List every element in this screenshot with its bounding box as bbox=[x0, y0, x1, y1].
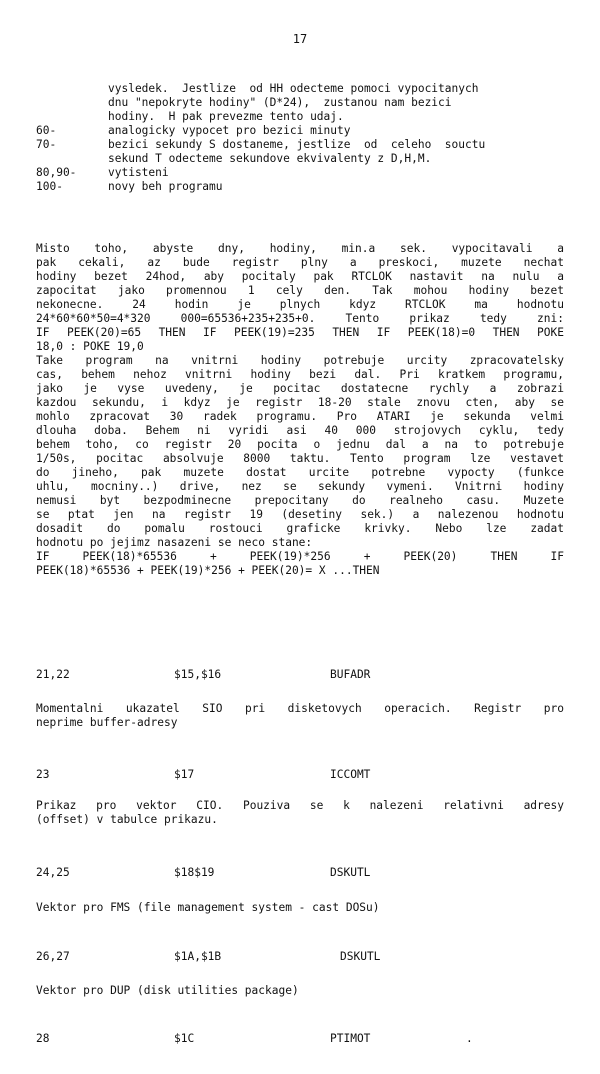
register-hex: $17 bbox=[174, 768, 195, 781]
list-item-key: 70- bbox=[36, 138, 57, 151]
register-label: DSKUTL bbox=[330, 866, 371, 879]
paragraph-line: cas, behem nehoz vnitrni hodiny bezi dal. Pri kratkem programu, bbox=[36, 368, 564, 381]
register-description bbox=[36, 702, 564, 730]
list-item-key: 60- bbox=[36, 124, 57, 137]
paragraph-line: 1/50s, pocitac absolvuje 8000 taktu. Tento program lze vestavet bbox=[36, 452, 564, 465]
paragraph-line: Take program na vnitrni hodiny potrebuje urcity zpracovatelsky bbox=[36, 354, 564, 367]
register-hex: $15,$16 bbox=[174, 668, 222, 681]
register-decimal: 28 bbox=[36, 1032, 50, 1045]
list-item-text: vysledek. Jestlize od HH odecteme pomoci vypocitanych bbox=[108, 82, 479, 95]
list-item-text: novy beh programu bbox=[108, 180, 223, 193]
register-description bbox=[36, 984, 564, 998]
paragraph-line: PEEK(18)*65536 + PEEK(19)*256 + PEEK(20)= X ...THEN bbox=[36, 564, 380, 577]
list-item-text: bezici sekundy S dostaneme, jestlize od celeho souctu bbox=[108, 138, 486, 151]
paragraph-line: do jineho, pak muzete dostat urcite potrebne vypocty (funkce bbox=[36, 466, 564, 479]
register-hex: $18$19 bbox=[174, 866, 215, 879]
register-decimal: 24,25 bbox=[36, 866, 70, 879]
paragraph-line: hodiny bezet 24hod, aby pocitaly pak RTCLOK nastavit na nulu a bbox=[36, 270, 564, 283]
paragraph-line: pak cekali, az bude registr plny a preskoci, muzete nechat bbox=[36, 256, 564, 269]
paragraph-line: 24*60*60*50=4*320 000=65536+235+235+0. Tento prikaz tedy zni: bbox=[36, 312, 564, 325]
list-item-key: 100- bbox=[36, 180, 63, 193]
register-decimal: 23 bbox=[36, 768, 50, 781]
paragraph-line: kazdou sekundu, i kdyz je registr 18-20 stale znovu cten, aby se bbox=[36, 396, 564, 409]
register-label: BUFADR bbox=[330, 668, 371, 681]
paragraph-line: IF PEEK(20)=65 THEN IF PEEK(19)=235 THEN IF PEEK(18)=0 THEN POKE bbox=[36, 326, 564, 339]
body-paragraph bbox=[36, 242, 564, 578]
list-item-key: 80,90- bbox=[36, 166, 77, 179]
register-label: PTIMOT bbox=[330, 1032, 371, 1045]
register-decimal: 26,27 bbox=[36, 950, 70, 963]
register-hex: $1C bbox=[174, 1032, 195, 1045]
paragraph-line: zapocitat jako promennou 1 cely den. Tak mohou hodiny bezet bbox=[36, 284, 564, 297]
paragraph-line: nemusi byt bezpodminecne prepocitany do realneho casu. Muzete bbox=[36, 494, 564, 507]
register-label: DSKUTL bbox=[340, 950, 381, 963]
list-item-text: dnu "nepokryte hodiny" (D*24), zustanou nam bezici bbox=[108, 96, 452, 109]
page-number: 17 bbox=[292, 32, 308, 46]
list-item-text: vytisteni bbox=[108, 166, 169, 179]
paragraph-line: se ptat jen na registr 19 (desetiny sek.) a nalezenou hodnotu bbox=[36, 508, 564, 521]
description-line: Momentalni ukazatel SIO pri disketovych operacich. Registr pro bbox=[36, 702, 564, 715]
paragraph-line: behem toho, co registr 20 pocita o jednu dal a na to potrebuje bbox=[36, 438, 564, 451]
paragraph-line: uhlu, mocniny..) drive, nez se sekundy vymeni. Vnitrni hodiny bbox=[36, 480, 564, 493]
description-line: Prikaz pro vektor CIO. Pouziva se k nalezeni relativni adresy bbox=[36, 799, 564, 812]
paragraph-line: mohlo zpracovat 30 radek programu. Pro ATARI je sekunda velmi bbox=[36, 410, 564, 423]
paragraph-line: jako je vyse uvedeny, je pocitac dostatecne rychly a zobrazi bbox=[36, 382, 564, 395]
paragraph-line: nekonecne. 24 hodin je plnych kdyz RTCLOK ma hodnotu bbox=[36, 298, 564, 311]
list-item-text: hodiny. H pak prevezme tento udaj. bbox=[108, 110, 344, 123]
paragraph-line: IF PEEK(18)*65536 + PEEK(19)*256 + PEEK(20) THEN IF bbox=[36, 550, 564, 563]
paragraph-line: 18,0 : POKE 19,0 bbox=[36, 340, 144, 353]
paragraph-line: hodnotu po jejimz nasazeni se neco stane: bbox=[36, 536, 313, 549]
register-decimal: 21,22 bbox=[36, 668, 70, 681]
description-line: neprime buffer-adresy bbox=[36, 716, 178, 729]
register-description bbox=[36, 901, 564, 915]
description-line: Vektor pro FMS (file management system - cast DOSu) bbox=[36, 901, 380, 914]
paragraph-line: dlouha doba. Behem ni vyridi asi 40 000 strojovych cyklu, tedy bbox=[36, 424, 564, 437]
register-label: ICCOMT bbox=[330, 768, 371, 781]
description-line: Vektor pro DUP (disk utilities package) bbox=[36, 984, 299, 997]
stray-mark: . bbox=[466, 1032, 473, 1045]
paragraph-line: Misto toho, abyste dny, hodiny, min.a sek. vypocitavali a bbox=[36, 242, 564, 255]
register-hex: $1A,$1B bbox=[174, 950, 222, 963]
description-line: (offset) v tabulce prikazu. bbox=[36, 813, 218, 826]
list-item-text: analogicky vypocet pro bezici minuty bbox=[108, 124, 351, 137]
register-description bbox=[36, 799, 564, 827]
list-item-text: sekund T odecteme sekundove ekvivalenty z D,H,M. bbox=[108, 152, 432, 165]
paragraph-line: dosadit do pomalu rostouci graficke krivky. Nebo lze zadat bbox=[36, 522, 564, 535]
